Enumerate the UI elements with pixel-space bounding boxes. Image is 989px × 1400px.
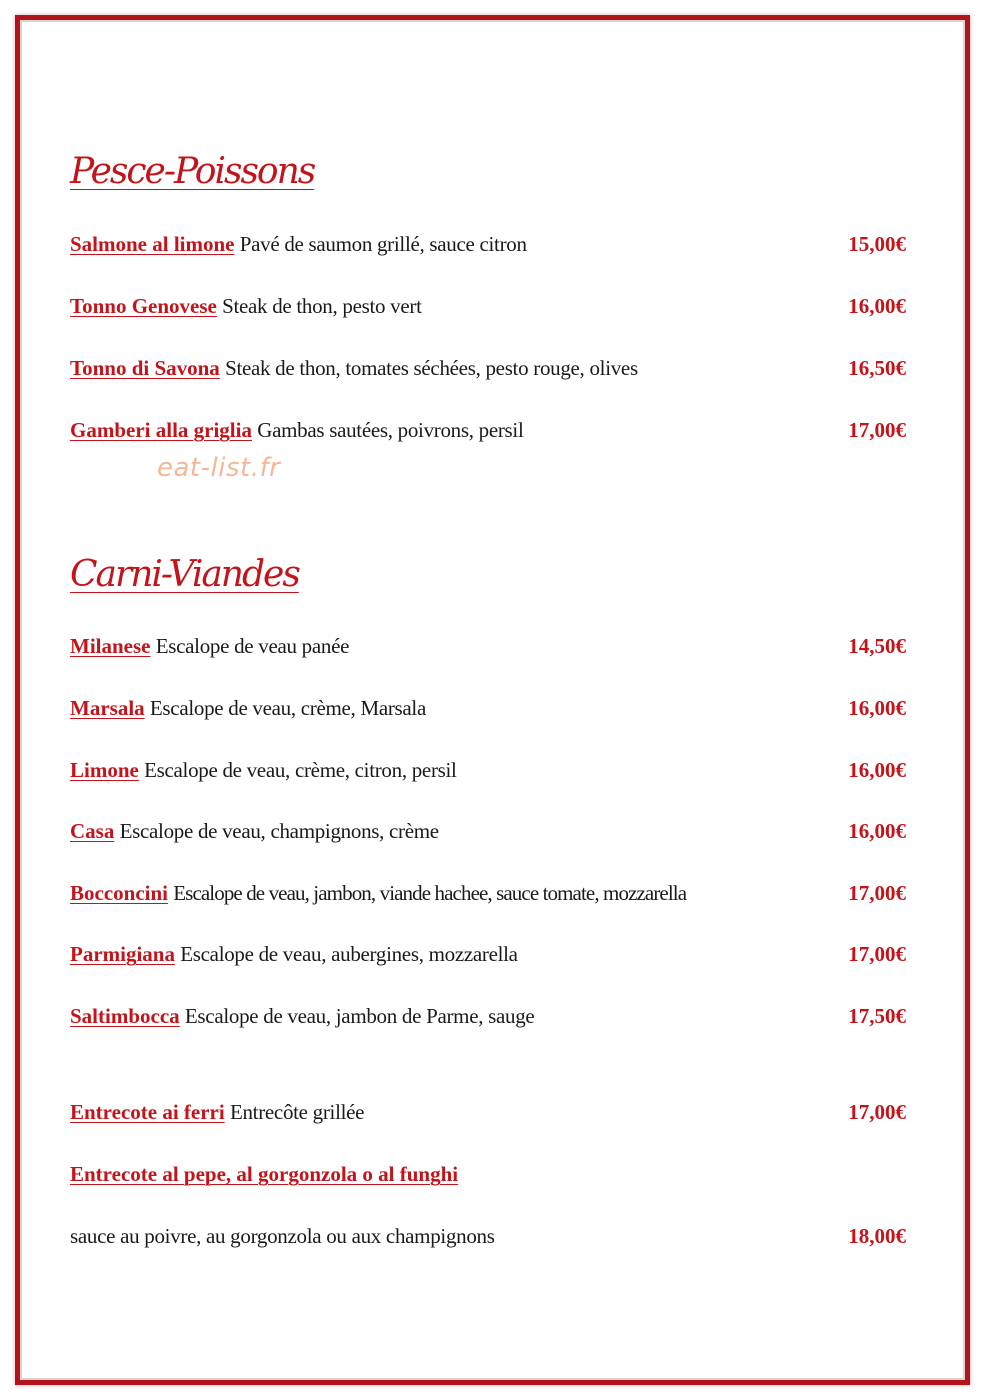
- menu-item-name: Entrecote al pepe, al gorgonzola o al funghi: [70, 1162, 459, 1186]
- menu-item: [70, 630, 906, 662]
- menu-item-desc-line: [70, 1220, 906, 1252]
- menu-item-price: 17,00€: [848, 942, 906, 966]
- menu-item-desc: Escalope de veau, crème, citron, persil: [144, 758, 457, 782]
- section-title-viandes: Carni-Viandes: [70, 554, 299, 595]
- menu-item-name: Milanese: [70, 634, 151, 658]
- menu-item-price: 17,00€: [848, 1100, 906, 1124]
- menu-item-desc: Escalope de veau, jambon, viande hachee, sauce tomate, mozzarella: [173, 881, 687, 905]
- menu-item-price: 16,00€: [848, 819, 906, 843]
- menu-item: [70, 228, 906, 260]
- menu-item: [70, 815, 906, 847]
- menu-item-name: Tonno di Savona: [70, 356, 220, 380]
- menu-item-title-line: [70, 1158, 906, 1190]
- menu-item: [70, 414, 906, 446]
- menu-item-name: Saltimbocca: [70, 1004, 180, 1028]
- menu-item-price: 14,50€: [848, 634, 906, 658]
- menu-item-name: Gamberi alla griglia: [70, 418, 252, 442]
- menu-item-name: Parmigiana: [70, 942, 175, 966]
- menu-item-desc: Escalope de veau, aubergines, mozzarella: [180, 942, 518, 966]
- menu-item-name: Bocconcini: [70, 881, 168, 905]
- menu-item: [70, 352, 906, 384]
- menu-item-desc: Gambas sautées, poivrons, persil: [257, 418, 524, 442]
- menu-item-name: Salmone al limone: [70, 232, 235, 256]
- menu-item-desc: Escalope de veau panée: [155, 634, 350, 658]
- menu-item-price: 17,00€: [848, 418, 906, 442]
- menu-item-name: Casa: [70, 819, 115, 843]
- menu-item-name: Entrecote ai ferri: [70, 1100, 225, 1124]
- menu-item: [70, 1096, 906, 1128]
- menu-item-desc: Escalope de veau, champignons, crème: [119, 819, 439, 843]
- menu-item: [70, 877, 906, 909]
- menu-item-price: 16,00€: [848, 294, 906, 318]
- menu-item: [70, 692, 906, 724]
- menu-item-price: 16,00€: [848, 758, 906, 782]
- menu-item-desc: Steak de thon, pesto vert: [222, 294, 422, 318]
- menu-item-price: 15,00€: [848, 232, 906, 256]
- menu-item-name: Limone: [70, 758, 139, 782]
- watermark: eat-list.fr: [157, 453, 281, 483]
- menu-item-price: 18,00€: [848, 1224, 906, 1248]
- menu-item: [70, 938, 906, 970]
- menu-item-desc: Entrecôte grillée: [229, 1100, 365, 1124]
- menu-item: [70, 1000, 906, 1032]
- menu-item-desc: Escalope de veau, jambon de Parme, sauge: [184, 1004, 535, 1028]
- menu-item-price: 16,50€: [848, 356, 906, 380]
- menu-item-name: Tonno Genovese: [70, 294, 217, 318]
- menu-item-price: 17,50€: [848, 1004, 906, 1028]
- menu-item: [70, 754, 906, 786]
- menu-item-price: 16,00€: [848, 696, 906, 720]
- section-title-poissons: Pesce-Poissons: [70, 151, 315, 192]
- menu-item-desc: Escalope de veau, crème, Marsala: [149, 696, 426, 720]
- menu-item-desc: sauce au poivre, au gorgonzola ou aux champignons: [70, 1224, 495, 1248]
- menu-item-price: 17,00€: [848, 881, 906, 905]
- menu-item-desc: Steak de thon, tomates séchées, pesto rouge, olives: [225, 356, 638, 380]
- menu-item: [70, 290, 906, 322]
- menu-item-desc: Pavé de saumon grillé, sauce citron: [239, 232, 527, 256]
- menu-item-name: Marsala: [70, 696, 145, 720]
